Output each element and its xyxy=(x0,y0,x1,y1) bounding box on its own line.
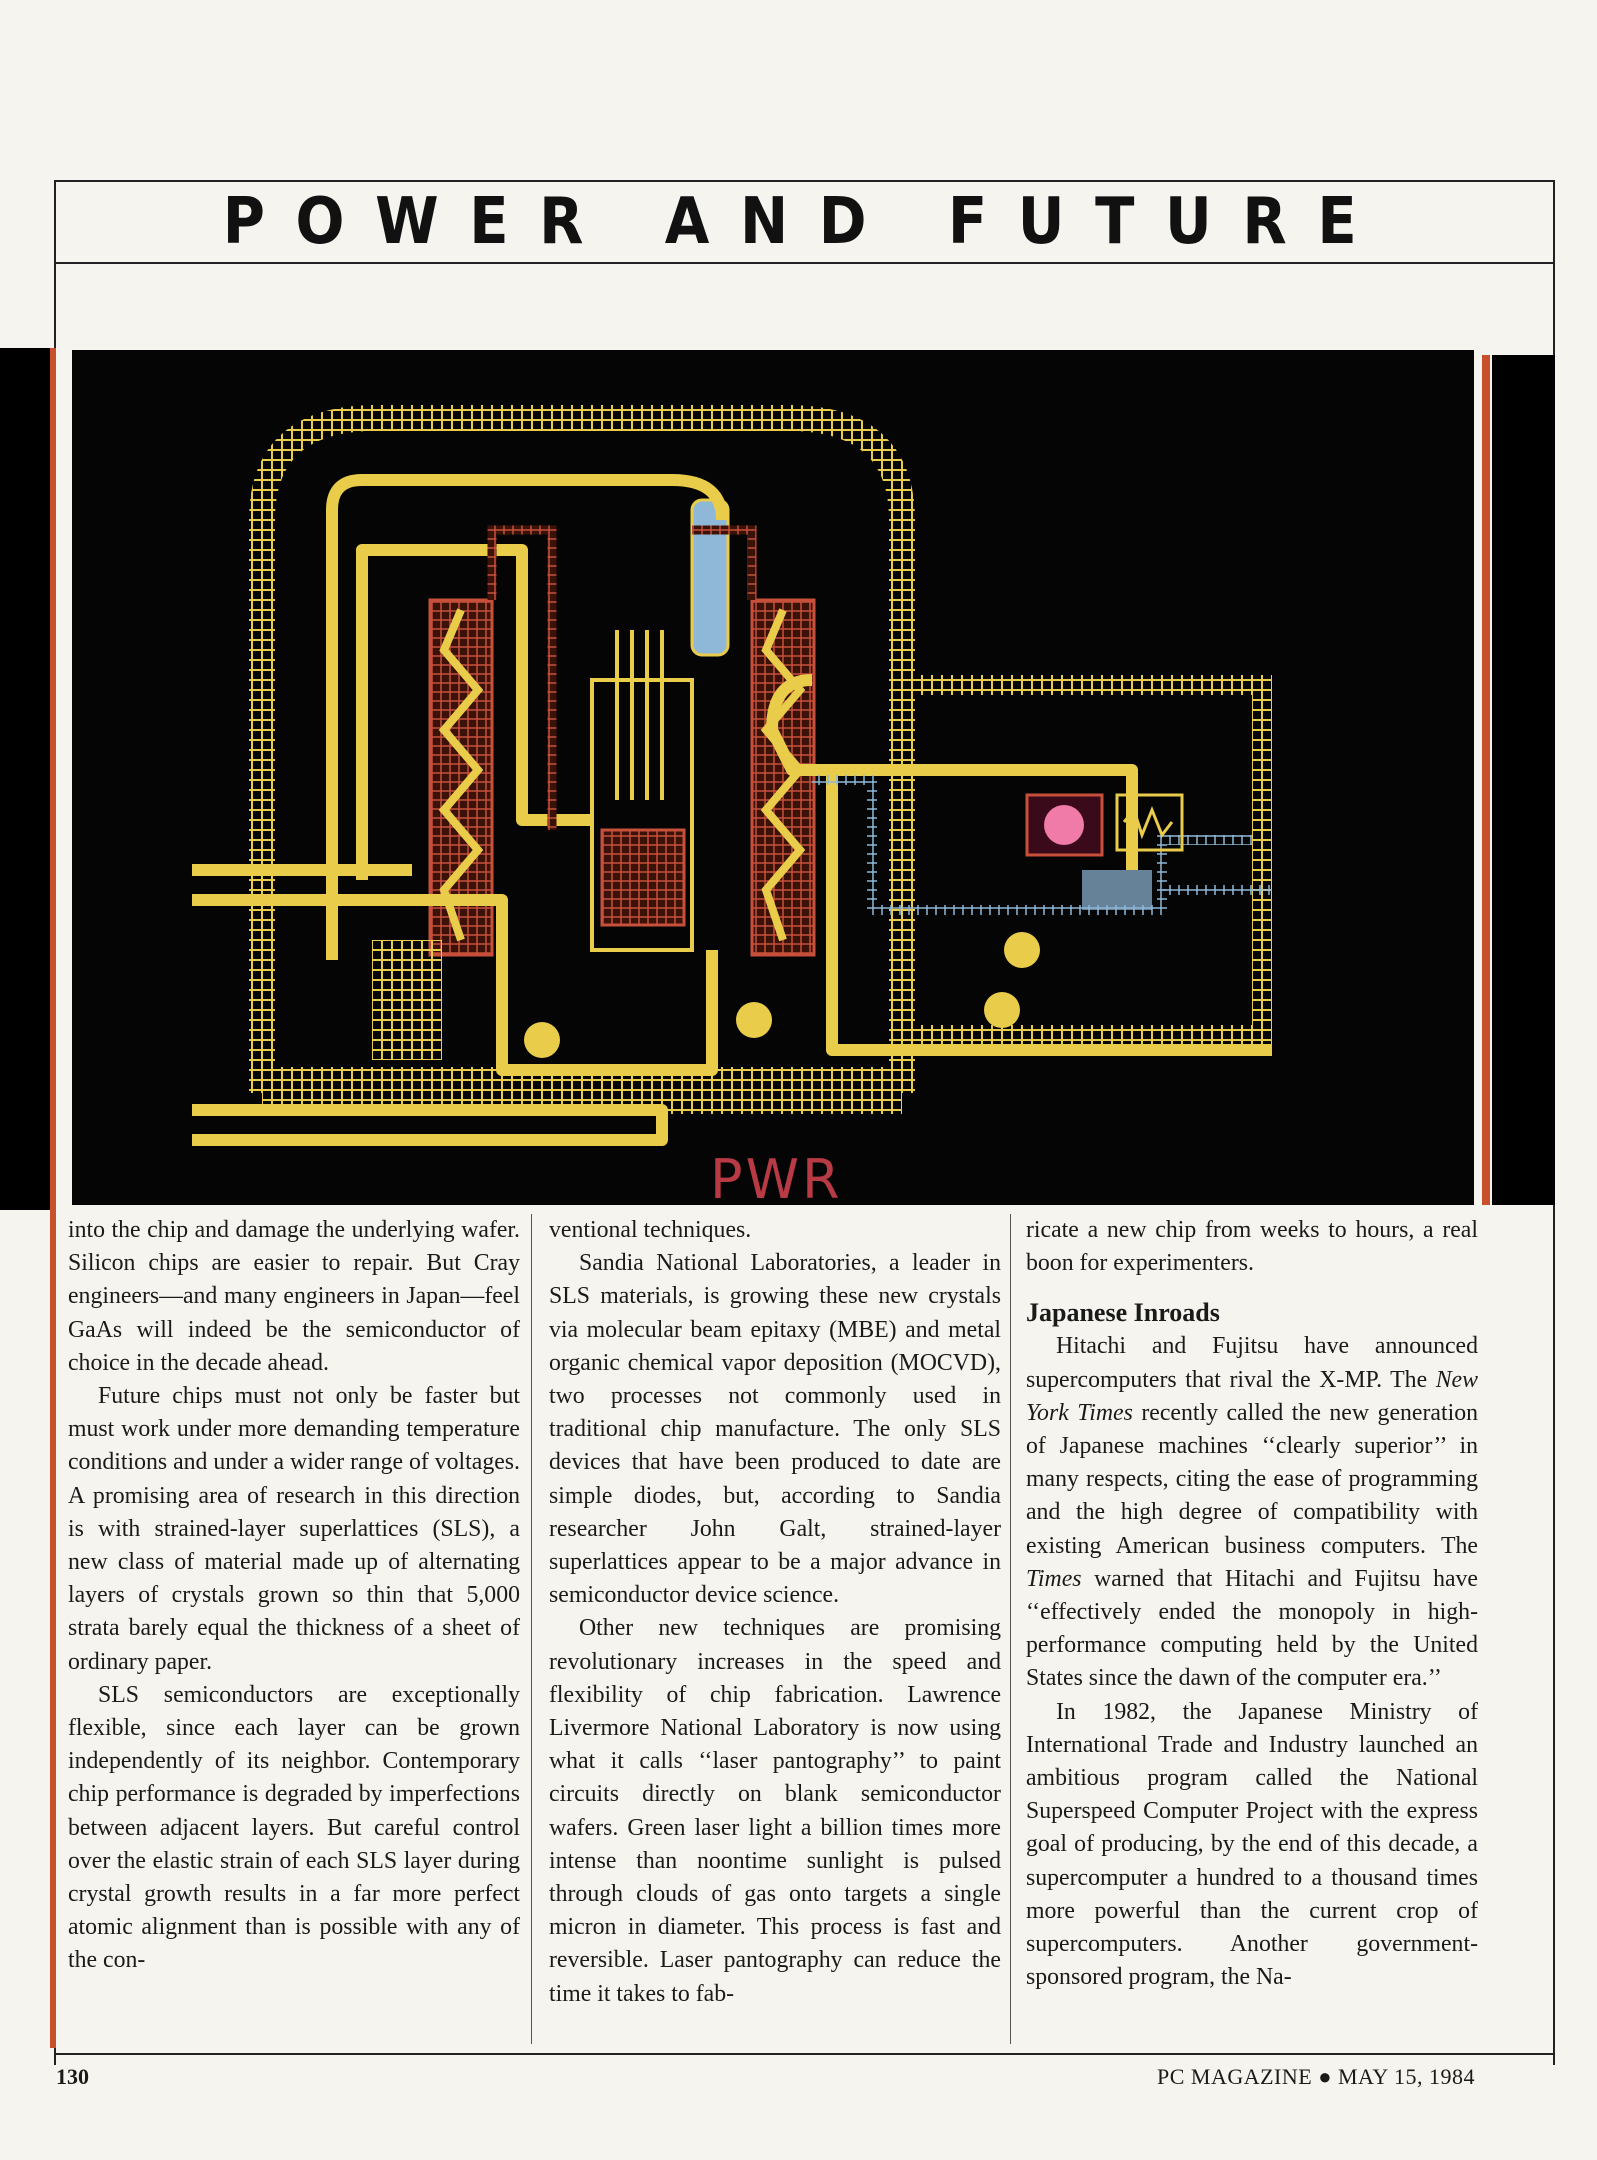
turbine-enclosure xyxy=(902,685,1262,1035)
magazine-footer: PC MAGAZINE ● MAY 15, 1984 xyxy=(1156,2064,1475,2089)
storage-tank xyxy=(372,940,442,1060)
italic-title: New York Times xyxy=(1026,1366,1478,1426)
article-column-2 xyxy=(549,1214,1001,2049)
article-column-1 xyxy=(68,1214,520,2049)
left-black-band xyxy=(0,348,50,1210)
reactor-core xyxy=(602,830,684,925)
steam-generator-right xyxy=(752,600,814,955)
pump-1 xyxy=(524,1022,560,1058)
col3-paragraph-2: Hitachi and Fujitsu have announced supercomputers that rival the X-MP. The New York Times recently called the new generation of Japanese machines ‘‘clearly superior’’ in many respects, citing the ease of programming and the high degree of compatibility with existing American business computers. The Times warned that Hitachi and Fujitsu have ‘‘effectively ended the monopoly in high-performance computing held by the United States since the dawn of the computer era.’’ xyxy=(1026,1333,1478,1692)
page-title: POWER AND FUTURE xyxy=(222,185,1387,259)
page-number: 130 xyxy=(56,2064,89,2089)
col3-paragraph-3: In 1982, the Japanese Ministry of International Trade and Industry launched an ambitious program called the National Superspeed Computer Project with the express goal of producing, by the end of this decade, a supercomputer a hundred to a thousand times more powerful than the current crop of supercomputers. Another government-sponsored program, the Na- xyxy=(1026,1698,1478,1991)
pump-3 xyxy=(1004,932,1040,968)
left-orange-strip xyxy=(50,348,56,2048)
pump-2 xyxy=(736,1002,772,1038)
right-black-band xyxy=(1492,355,1555,1205)
condenser xyxy=(1082,870,1152,910)
column-rule-1 xyxy=(531,1214,532,2044)
pwr-label: PWR xyxy=(710,1148,843,1211)
generator-core xyxy=(1044,805,1084,845)
col1-paragraph-2: Future chips must not only be faster but must work under more demanding temperature conditions and under a wider range of voltages. A promising area of research in this direction is with strained-layer superlattices (SLS), a new class of material made up of alternating layers of crystals grown so thin that 5,000 strata barely equal the thickness of a sheet of ordinary paper. xyxy=(68,1383,520,1675)
col2-paragraph-3: Other new techniques are promising revolutionary increases in the speed and flexibility of chip fabrication. Lawrence Livermore National Laboratory is now using what it calls ‘‘laser pantography’’ to paint circuits directly on blank semiconductor wafers. Green laser light a billion times more intense than noontime sunlight is pulsed through clouds of gas onto targets a single micron in diameter. This process is fast and reversible. Laser pantography can reduce the time it takes to fab- xyxy=(549,1615,1001,2007)
pwr-reactor-diagram xyxy=(72,350,1474,1205)
col2-paragraph-2: Sandia National Laboratories, a leader in SLS materials, is growing these new crystals via molecular beam epitaxy (MBE) and metal organic chemical vapor deposition (MOCVD), two processes not commonly used in traditional chip manufacture. The only SLS devices that have been produced to date are simple diodes, but, according to Sandia researcher John Galt, strained-layer superlattices appear to be a major advance in semiconductor device science. xyxy=(549,1250,1001,1609)
header-bar xyxy=(56,182,1553,264)
italic-title: Times xyxy=(1026,1565,1082,1592)
article-column-3 xyxy=(1026,1214,1478,2049)
right-orange-strip xyxy=(1482,355,1490,1205)
col3-paragraph-1: ricate a new chip from weeks to hours, a real boon for experimenters. xyxy=(1026,1217,1478,1277)
pump-4 xyxy=(984,992,1020,1028)
column-rule-2 xyxy=(1010,1214,1011,2044)
col2-paragraph-1: ventional techniques. xyxy=(549,1217,752,1243)
col1-paragraph-3: SLS semiconductors are exceptionally flexible, since each layer can be grown independently of its neighbor. Contemporary chip performance is degraded by imperfections between adjacent layers. But careful control over the elastic strain of each SLS layer during crystal growth results in a far more perfect atomic alignment than is possible with any of the con- xyxy=(68,1681,520,1974)
section-heading: Japanese Inroads xyxy=(1026,1298,1220,1328)
pressurizer xyxy=(692,500,728,655)
footer-rule xyxy=(56,2053,1553,2055)
reactor-diagram-svg xyxy=(72,350,1474,1205)
col1-paragraph-1: into the chip and damage the underlying wafer. Silicon chips are easier to repair. But Cray engineers—and many engineers in Japan—feel GaAs will indeed be the semiconductor of choice in the decade ahead. xyxy=(68,1217,520,1376)
